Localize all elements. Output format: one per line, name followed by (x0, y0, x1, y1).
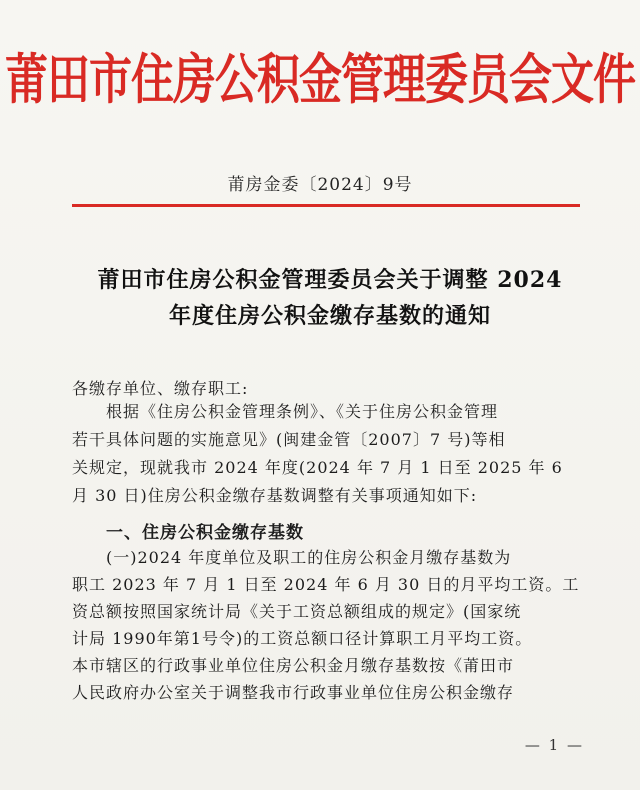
paragraph-line: 资总额按照国家统计局《关于工资总额组成的规定》(国家统 (72, 602, 522, 621)
paragraph-base-amount (72, 544, 582, 706)
section-heading-1: 一、住房公积金缴存基数 (106, 523, 304, 543)
page-number: — 1 — (524, 736, 584, 754)
paragraph-line: 本市辖区的行政事业单位住房公积金月缴存基数按《莆田市 (72, 656, 515, 675)
notice-title-line-2: 年度住房公积金缴存基数的通知 (168, 303, 491, 329)
notice-title (70, 262, 590, 334)
salutation: 各缴存单位、缴存职工: (72, 379, 249, 398)
paragraph-line: 计局 1990年第1号令)的工资总额口径计算职工月平均工资。 (72, 629, 533, 648)
paragraph-line: 职工 2023 年 7 月 1 日至 2024 年 6 月 30 日的月平均工资。工 (72, 575, 580, 594)
paragraph-line: 人民政府办公室关于调整我市行政事业单位住房公积金缴存 (72, 683, 515, 702)
paragraph-line: 若干具体问题的实施意见》(闽建金管〔2007〕7 号)等相 (72, 430, 506, 449)
paragraph-line: 根据《住房公积金管理条例》、《关于住房公积金管理 (106, 402, 499, 421)
document-number: 莆房金委〔2024〕9号 (227, 175, 413, 195)
red-divider-line (72, 204, 580, 207)
notice-title-line-1: 莆田市住房公积金管理委员会关于调整 2024 (97, 267, 563, 293)
paragraph-intro (72, 398, 582, 510)
masthead-title: 莆田市住房公积金管理委员会文件 (5, 49, 635, 112)
paragraph-line: 月 30 日)住房公积金缴存基数调整有关事项通知如下: (72, 486, 478, 505)
paragraph-line: (一)2024 年度单位及职工的住房公积金月缴存基数为 (106, 548, 512, 567)
paragraph-line: 关规定，现就我市 2024 年度(2024 年 7 月 1 日至 2025 年 6 (72, 458, 563, 477)
